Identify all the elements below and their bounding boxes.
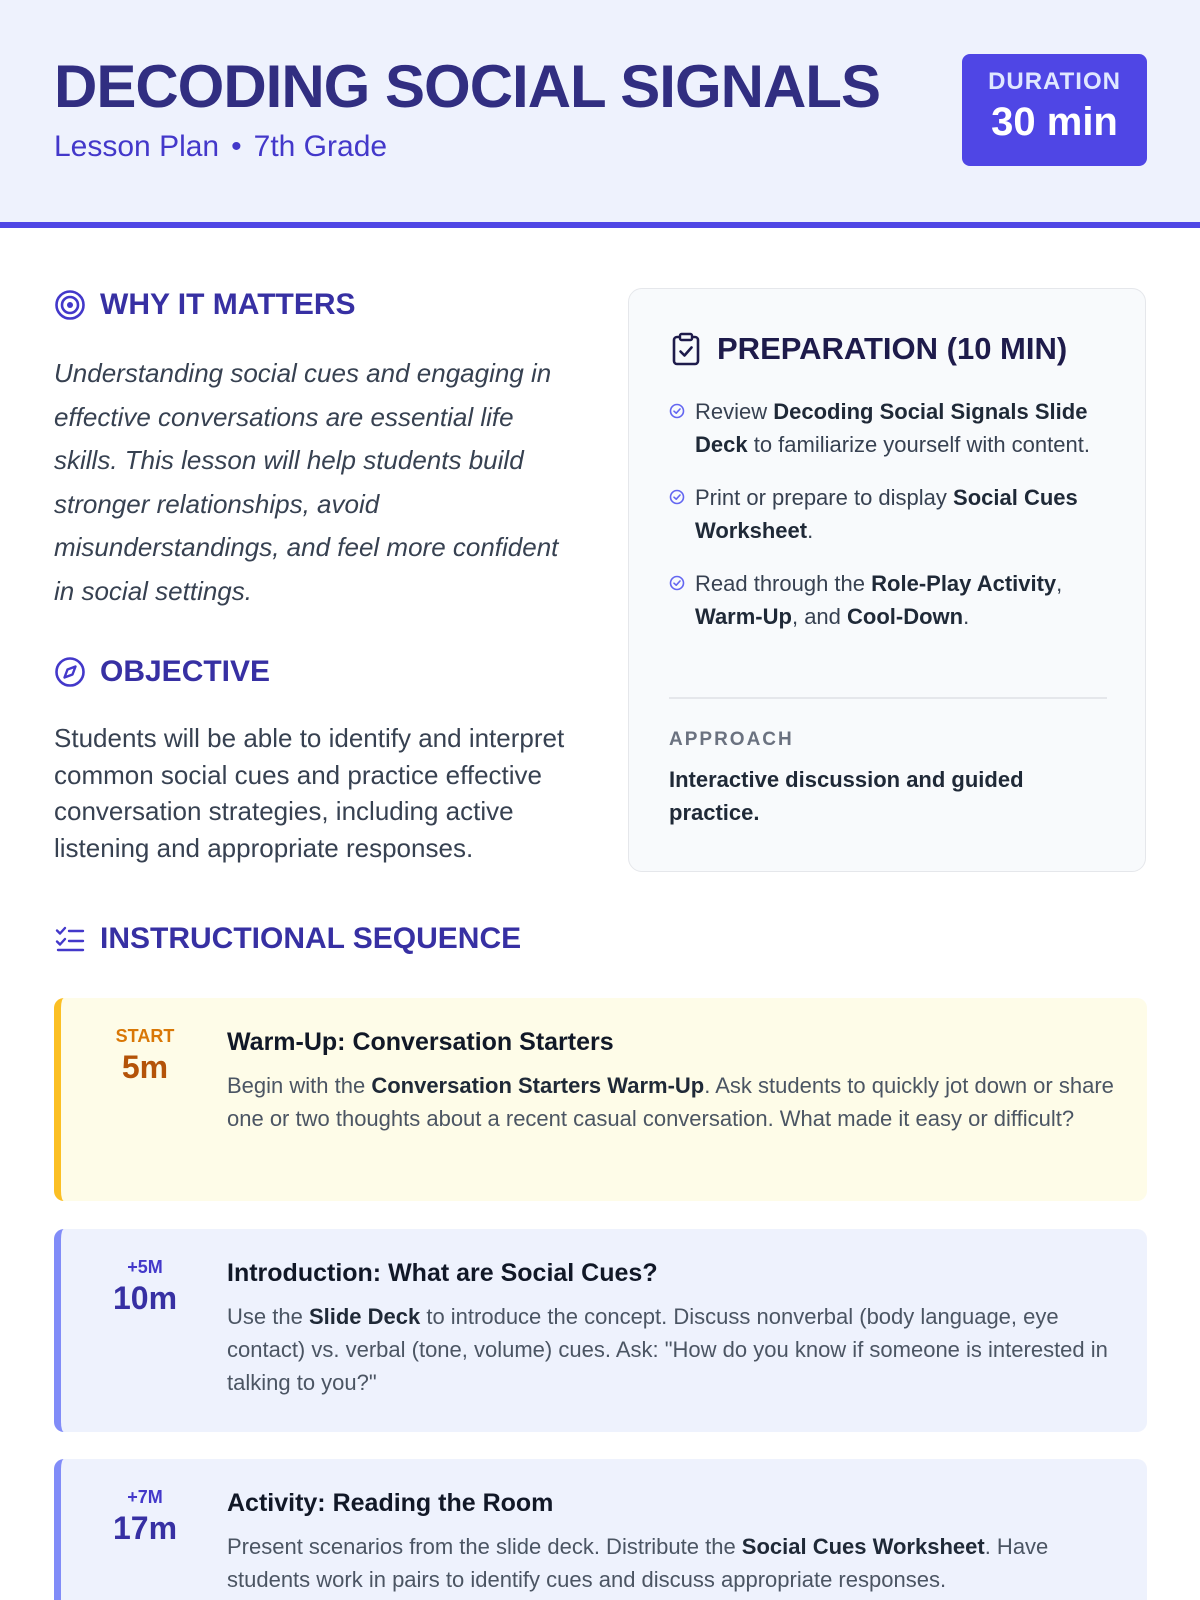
why-text: Understanding social cues and engaging in effective conversations are essential life skills. This lesson will help students build stronger relationships, avoid misunderstandings, and feel more confident in social settings. xyxy=(54,358,559,606)
duration-value: 30 min xyxy=(991,100,1118,144)
objective-heading xyxy=(54,655,270,689)
step-time xyxy=(61,1487,229,1547)
step-duration: 17m xyxy=(112,1510,178,1546)
clipboard-check-icon xyxy=(671,332,701,366)
preparation-item xyxy=(669,395,1109,461)
page-title: DECODING SOCIAL SIGNALS xyxy=(54,53,880,120)
step-description: Use the Slide Deck to introduce the concept. Discuss nonverbal (body language, eye contact) vs. verbal (tone, volume) cues. Ask: "How do you know if someone is interested in talking to you?" xyxy=(227,1304,1108,1395)
sequence-step-warm-up xyxy=(54,998,1147,1201)
step-duration: 5m xyxy=(121,1049,169,1085)
duration-label: DURATION xyxy=(988,68,1121,95)
step-marker: +7M xyxy=(127,1487,163,1507)
preparation-heading xyxy=(671,331,1067,367)
subtitle-lesson-type: Lesson Plan xyxy=(54,130,220,163)
step-title: Warm-Up: Conversation Starters xyxy=(227,1028,614,1056)
step-body xyxy=(227,1028,1127,1135)
subtitle-separator: • xyxy=(231,130,242,163)
step-time xyxy=(61,1257,229,1317)
target-icon xyxy=(54,289,86,321)
sequence-step-introduction xyxy=(54,1229,1147,1432)
subtitle-grade: 7th Grade xyxy=(253,130,388,163)
step-time xyxy=(61,1026,229,1086)
why-heading xyxy=(54,288,356,322)
lesson-header xyxy=(0,0,1200,228)
step-description: Begin with the Conversation Starters Warm-Up. Ask students to quickly jot down or share one or two thoughts about a recent casual conversation. What made it easy or difficult? xyxy=(227,1073,1114,1131)
preparation-card xyxy=(628,288,1146,872)
sequence-heading-text: INSTRUCTIONAL SEQUENCE xyxy=(100,922,522,955)
step-body xyxy=(227,1489,1127,1596)
step-title: Introduction: What are Social Cues? xyxy=(227,1259,658,1287)
preparation-item-text: Read through the Role-Play Activity, Warm-Up, and Cool-Down. xyxy=(695,571,1063,629)
compass-icon xyxy=(54,656,86,688)
circle-check-icon xyxy=(669,575,685,591)
step-duration: 10m xyxy=(112,1280,178,1316)
step-marker: +5M xyxy=(127,1257,163,1277)
step-description: Present scenarios from the slide deck. Distribute the Social Cues Worksheet. Have students work in pairs to identify cues and discuss appropriate responses. xyxy=(227,1534,1049,1592)
list-checks-icon xyxy=(54,923,86,955)
why-heading-text: WHY IT MATTERS xyxy=(100,288,356,321)
preparation-heading-text: PREPARATION (10 MIN) xyxy=(717,331,1068,366)
circle-check-icon xyxy=(669,489,685,505)
preparation-item xyxy=(669,567,1109,633)
step-marker: START xyxy=(115,1026,175,1046)
preparation-item-text: Print or prepare to display Social Cues Worksheet. xyxy=(695,485,1078,543)
duration-badge xyxy=(962,54,1147,166)
circle-check-icon xyxy=(669,403,685,419)
preparation-item xyxy=(669,481,1109,547)
approach-text: Interactive discussion and guided practice. xyxy=(669,767,1024,825)
approach-label: APPROACH xyxy=(669,729,794,750)
preparation-item-text: Review Decoding Social Signals Slide Deck to familiarize yourself with content. xyxy=(695,399,1090,457)
sequence-step-activity xyxy=(54,1459,1147,1600)
step-title: Activity: Reading the Room xyxy=(227,1489,554,1517)
page-subtitle xyxy=(54,130,387,164)
step-body xyxy=(227,1259,1127,1399)
objective-text: Students will be able to identify and interpret common social cues and practice effective conversation strategies, including active listening and appropriate responses. xyxy=(54,723,565,863)
preparation-list xyxy=(669,395,1109,653)
sequence-heading xyxy=(54,922,521,956)
objective-heading-text: OBJECTIVE xyxy=(100,655,271,688)
preparation-divider xyxy=(669,697,1107,699)
